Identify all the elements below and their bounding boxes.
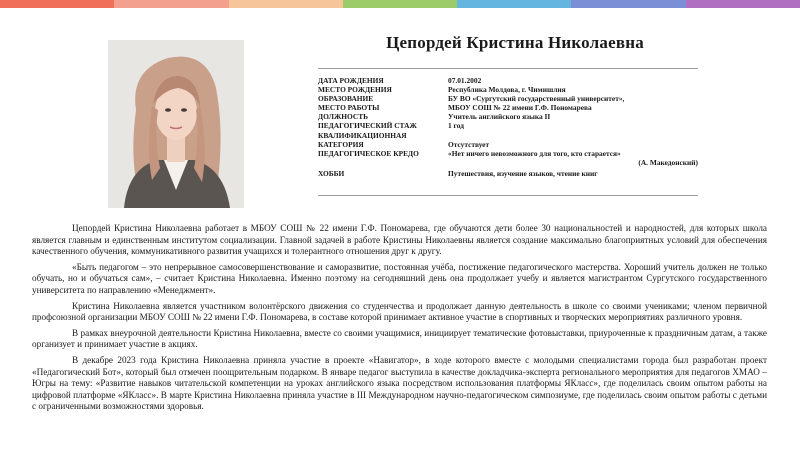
info-label: КАТЕГОРИЯ bbox=[318, 139, 364, 149]
top-divider bbox=[318, 68, 698, 69]
info-row-qualification bbox=[318, 131, 698, 140]
info-value: БУ ВО «Сургутский государственный университет», bbox=[448, 94, 625, 104]
info-label: ОБРАЗОВАНИЕ bbox=[318, 94, 374, 104]
profile-info-table bbox=[318, 76, 698, 178]
info-value: 07.01.2002 bbox=[448, 76, 482, 85]
biography-text bbox=[32, 223, 767, 417]
info-label: ПЕДАГОГИЧЕСКОЕ КРЕДО bbox=[318, 148, 419, 158]
info-row-education bbox=[318, 94, 698, 103]
info-row-workplace bbox=[318, 103, 698, 112]
stripe-segment bbox=[0, 0, 114, 8]
info-label: МЕСТО РАБОТЫ bbox=[318, 103, 380, 113]
paragraph: Кристина Николаевна является участником волонтёрского движения со студенчества и продолжает данную деятельность в школе со своими учениками; членом первичной профсоюзной организации МБОУ СОШ № 22 имени Г.Ф. Пономарева, в составе которой принимает активное участие в спортивных и творческих мероприятиях различного уровня. bbox=[32, 300, 767, 323]
stripe-segment bbox=[457, 0, 571, 8]
info-row-hobby bbox=[318, 169, 698, 178]
info-value: Учитель английского языка II bbox=[448, 112, 551, 122]
info-value bbox=[448, 149, 698, 167]
info-label: ПЕДАГОГИЧЕСКИЙ СТАЖ bbox=[318, 121, 417, 131]
paragraph: «Быть педагогом – это непрерывное самосовершенствование и саморазвитие, постоянная учёба, постижение педагогического мастерства. Хороший учитель должен не только обучать, но и обучаться сам», – считает Кристина Николаевна. Именно поэтому на сегодняшний день она продолжает учебу и является магистрантом Сургутского государственного университета по направлению «Менеджмент». bbox=[32, 261, 767, 295]
info-label: ДАТА РОЖДЕНИЯ bbox=[318, 76, 384, 85]
paragraph: В рамках внеурочной деятельности Кристина Николаевна, вместе со своими учащимися, инициирует тематические фотовыставки, приуроченные к праздничным датам, а также организует и принимает участие в акциях. bbox=[32, 327, 767, 350]
info-value: Путешествия, изучение языков, чтение книг bbox=[448, 168, 598, 178]
page-title: Цепордей Кристина Николаевна bbox=[386, 33, 644, 52]
info-label: ДОЛЖНОСТЬ bbox=[318, 112, 369, 122]
credo-quote: «Нет ничего невозможного для того, кто старается» bbox=[448, 148, 621, 158]
info-value: Республика Молдова, г. Чимишлия bbox=[448, 85, 566, 95]
info-row-position bbox=[318, 112, 698, 121]
info-row-birth-date bbox=[318, 76, 698, 85]
info-row-birthplace bbox=[318, 85, 698, 94]
stripe-segment bbox=[229, 0, 343, 8]
stripe-segment bbox=[686, 0, 800, 8]
info-label: МЕСТО РОЖДЕНИЯ bbox=[318, 85, 392, 95]
info-label: КВАЛИФИКАЦИОННАЯ bbox=[318, 130, 407, 140]
info-value: 1 год bbox=[448, 121, 464, 131]
info-label: ХОББИ bbox=[318, 168, 345, 178]
portrait-photo bbox=[108, 40, 244, 208]
bottom-divider bbox=[318, 195, 698, 196]
paragraph: В декабре 2023 года Кристина Николаевна приняла участие в проекте «Навигатор», в ходе которого вместе с молодыми специалистами города был разработан проект «Педагогический Бот», который был отмечен поощрительным подарком. В январе педагог выступила в качестве докладчика-эксперта регионального мероприятия для педагогов ХМАО – Югры на тему: «Развитие навыков читательской компетенции на уроках английского языка посредством использования платформы ЯКласс», где поделилась своим опытом работы на цифровой платформе «ЯКласс». В марте Кристина Николаевна приняла участие в III Международном научно-педагогическом симпозиуме, где поделилась своим опытом работы с детьми с ограниченными возможностями здоровья. bbox=[32, 354, 767, 412]
info-value: Отсутствует bbox=[448, 139, 490, 149]
stripe-segment bbox=[114, 0, 228, 8]
info-value bbox=[448, 131, 698, 140]
info-row-credo bbox=[318, 149, 698, 167]
stripe-segment bbox=[571, 0, 685, 8]
paragraph: Цепордей Кристина Николаевна работает в МБОУ СОШ № 22 имени Г.Ф. Пономарева, где обучаются дети более 30 национальностей и народностей, для которых школа является главным и единственным институтом социализации. Главной задачей в работе Кристины Николаевны является создание максимально благоприятных условий для обеспечения качественного обучения, коммуникативного развития учащихся и толерантного отношения друг к другу. bbox=[32, 223, 767, 257]
color-stripe bbox=[0, 0, 800, 8]
stripe-segment bbox=[343, 0, 457, 8]
info-row-experience bbox=[318, 121, 698, 130]
credo-author: (А. Македонский) bbox=[638, 157, 698, 167]
info-value: МБОУ СОШ № 22 имени Г.Ф. Пономарева bbox=[448, 103, 592, 113]
info-row-category bbox=[318, 140, 698, 149]
